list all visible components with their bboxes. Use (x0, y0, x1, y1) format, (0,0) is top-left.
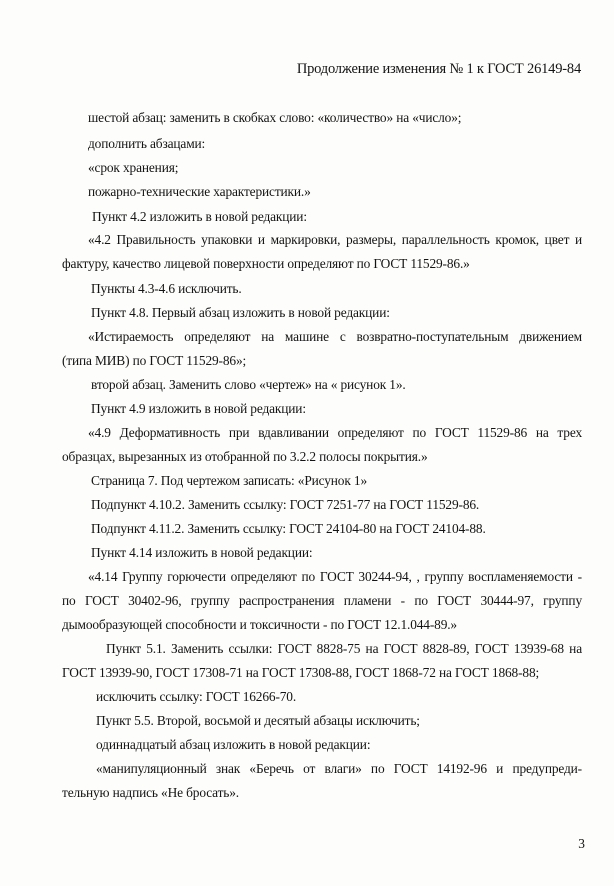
text-line: «манипуляционный знак «Беречь от влаги» по ГОСТ 14192-96 и предупреди- (96, 761, 582, 776)
text-line: Подпункт 4.11.2. Заменить ссылку: ГОСТ 24104-80 на ГОСТ 24104-88. (91, 521, 486, 536)
text-line: Пункты 4.3-4.6 исключить. (91, 281, 242, 296)
text-line: Пункт 4.2 изложить в новой редакции: (92, 209, 307, 224)
text-line: Страница 7. Под чертежом записать: «Рисунок 1» (91, 473, 367, 488)
text-line: «срок хранения; (88, 160, 179, 175)
text-line: дымообразующей способности и токсичности - по ГОСТ 12.1.044-89.» (62, 617, 457, 632)
running-header: Продолжение изменения № 1 к ГОСТ 26149-84 (296, 61, 581, 77)
page-number: 3 (578, 836, 585, 851)
text-line: «4.2 Правильность упаковки и маркировки, размеры, параллельность кромок, цвет и (88, 232, 582, 247)
text-line: Пункт 4.9 изложить в новой редакции: (91, 401, 306, 416)
text-line: (типа МИВ) по ГОСТ 11529-86»; (62, 353, 247, 368)
text-line: «4.14 Группу горючести определяют по ГОСТ 30244-94, , группу воспламеняемости - (88, 569, 582, 584)
text-line: «4.9 Деформативность при вдавливании определяют по ГОСТ 11529-86 на трех (88, 425, 582, 440)
text-line: исключить ссылку: ГОСТ 16266-70. (96, 689, 297, 704)
text-line: тельную надпись «Не бросать». (62, 785, 239, 800)
text-line: шестой абзац: заменить в скобках слово: «количество» на «число»; (88, 110, 462, 125)
text-line: Пункт 4.14 изложить в новой редакции: (91, 545, 313, 560)
text-line: Пункт 5.5. Второй, восьмой и десятый абзацы исключить; (96, 713, 420, 728)
text-line: Пункт 5.1. Заменить ссылки: ГОСТ 8828-75 на ГОСТ 8828-89, ГОСТ 13939-68 на (106, 641, 582, 656)
text-line: фактуру, качество лицевой поверхности определяют по ГОСТ 11529-86.» (62, 256, 470, 271)
text-line: «Истираемость определяют на машине с возвратно-поступательным движением (88, 329, 582, 344)
text-line: по ГОСТ 30402-96, группу распространения пламени - по ГОСТ 30444-97, группу (62, 593, 582, 608)
text-line: одиннадцатый абзац изложить в новой редакции: (96, 737, 371, 752)
text-line: дополнить абзацами: (88, 136, 206, 151)
text-line: Пункт 4.8. Первый абзац изложить в новой редакции: (91, 305, 390, 320)
text-line: образцах, вырезанных из отобранной по 3.2.2 полосы покрытия.» (62, 449, 428, 464)
text-line: второй абзац. Заменить слово «чертеж» на « рисунок 1». (91, 377, 406, 392)
text-line: пожарно-технические характеристики.» (88, 184, 311, 199)
text-line: Подпункт 4.10.2. Заменить ссылку: ГОСТ 7251-77 на ГОСТ 11529-86. (91, 497, 480, 512)
text-line: ГОСТ 13939-90, ГОСТ 17308-71 на ГОСТ 17308-88, ГОСТ 1868-72 на ГОСТ 1868-88; (62, 665, 540, 680)
